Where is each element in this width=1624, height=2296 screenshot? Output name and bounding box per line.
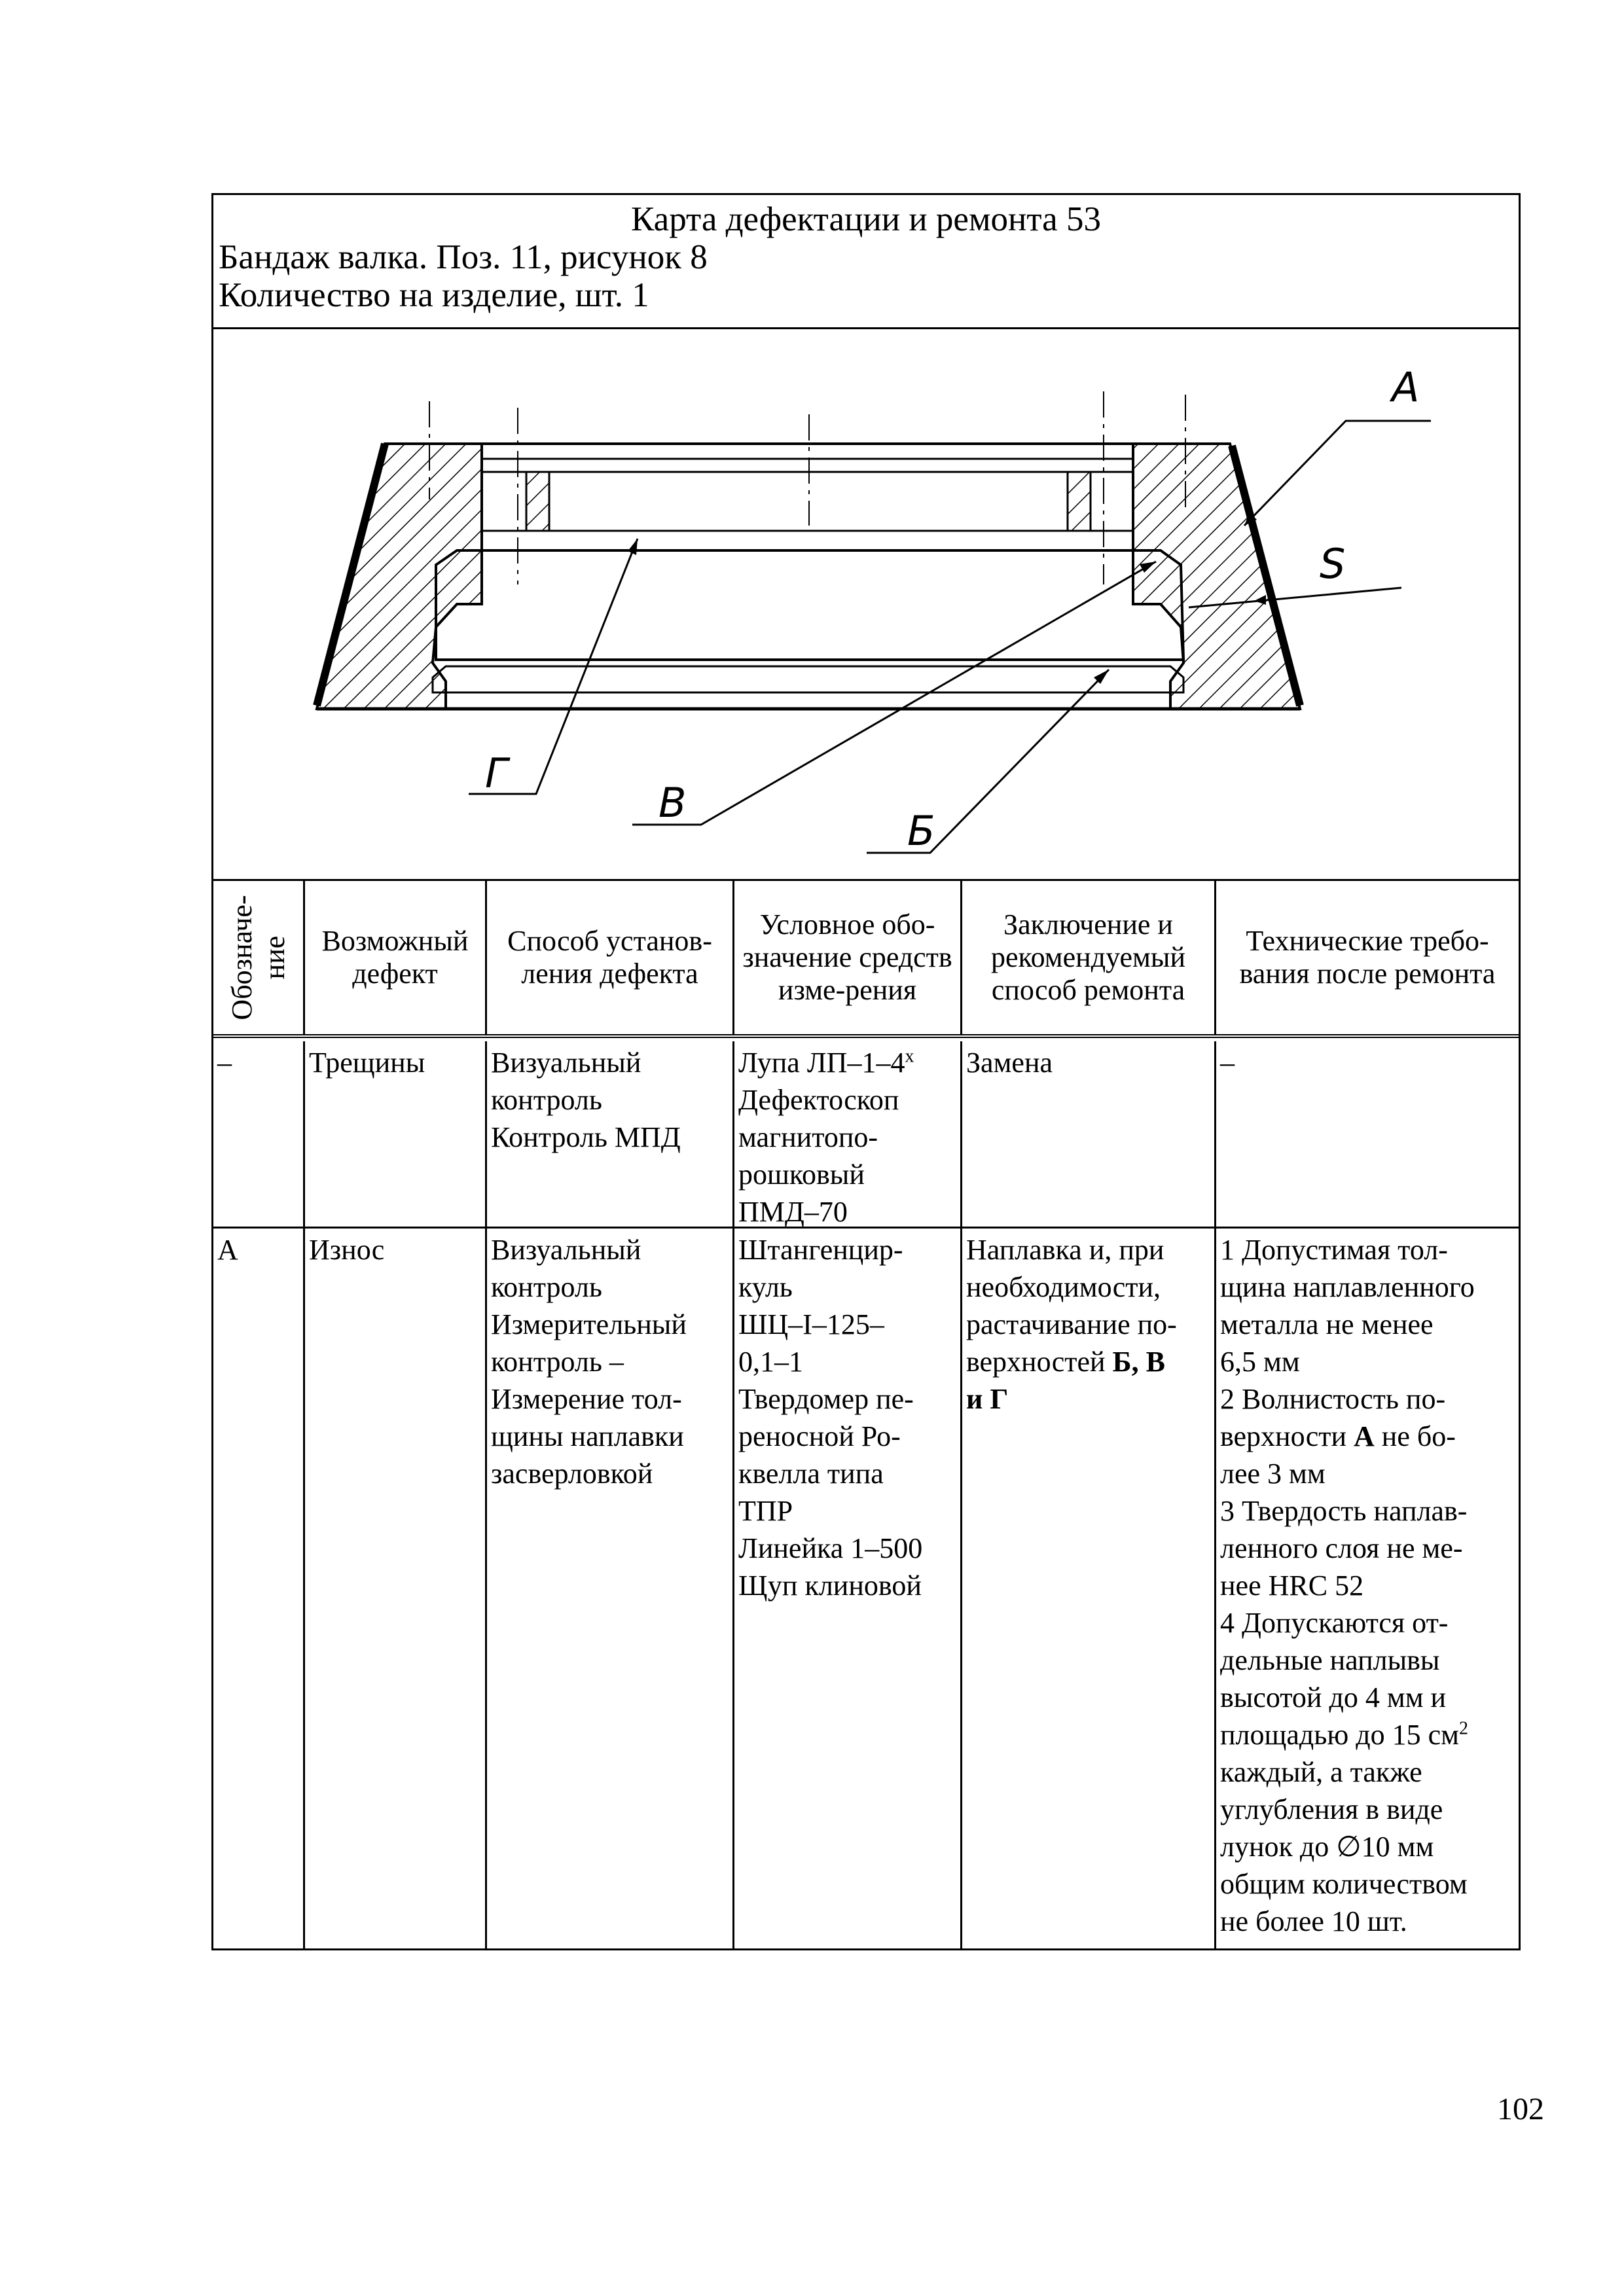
header-defect: Возможный дефект [305, 881, 487, 1034]
row1-instruments: Лупа $ЛП-1-4^х$ Дефектоскоп магнитопо- рошковый ПМД–70 [734, 1041, 962, 1227]
row2-designation: А [213, 1229, 305, 1948]
header-designation: Обозначе- ние [213, 881, 305, 1034]
label-B: Б [907, 807, 935, 855]
row1-defect: Трещины [305, 1041, 487, 1227]
label-S: S [1320, 540, 1346, 588]
row2-detection: Визуальный контроль Измерительный контроль – Измерение тол- щины наплавки засверловкой [487, 1229, 734, 1948]
card-header [213, 195, 1519, 329]
left-pin-block [526, 472, 549, 531]
row1-detection: Визуальный контроль Контроль МПД [487, 1041, 734, 1227]
label-V: В [659, 779, 687, 827]
right-section [1133, 444, 1300, 709]
header-instruments: Условное обо-значение средств изме-рения [734, 881, 962, 1034]
header-requirements: Технические требо-вания после ремонта [1239, 925, 1496, 990]
page-number: 102 [1497, 2092, 1544, 2126]
repair-card-frame [211, 193, 1521, 1950]
right-pin-block [1068, 472, 1091, 531]
header-conclusion: Заключение и рекомендуемый способ ремонта [962, 881, 1216, 1034]
row2-conclusion: Наплавка и, при необходимости, растачивание по- верхностей Б, В и Г [962, 1229, 1216, 1948]
part-line: Бандаж валка. Поз. 11, рисунок 8 [219, 238, 708, 276]
roll-band-drawing [213, 329, 1519, 879]
row2-defect: Износ [305, 1229, 487, 1948]
table-row [213, 1041, 1519, 1229]
row1-requirements: – [1220, 1047, 1235, 1079]
card-title: Карта дефектации и ремонта 53 [631, 200, 1101, 238]
header-detection: Способ установ-ления дефекта [487, 881, 734, 1034]
table-header [213, 881, 1519, 1038]
row2-requirements: 1 Допустимая тол- щина наплавленного металла не менее 6,5 мм 2 Волнистость по- верхности А не бо- лее 3 мм 3 Твердость наплав- ленного слоя не ме- нее HRC 52 4 Допускаются от- дельные наплывы высотой до 4 мм и площадью до 15 $см^2$ каждый, а также углубления в виде лунок до ∅10 мм общим количеством не более 10 шт. [1220, 1234, 1475, 1937]
quantity-line: Количество на изделие, шт. 1 [219, 276, 649, 314]
row1-designation: – [213, 1041, 305, 1227]
table-row [213, 1229, 1519, 1948]
label-G: Г [485, 749, 508, 797]
left-section [317, 444, 482, 709]
label-A: А [1392, 363, 1420, 411]
row1-conclusion: Замена [962, 1041, 1216, 1227]
row2-instruments: Штангенцир- куль ШЦ–I–125– 0,1–1 Твердомер пе- реносной Ро- квелла типа ТПР Линейка 1–500 Щуп клиновой [734, 1229, 962, 1948]
part-drawing [213, 329, 1519, 881]
